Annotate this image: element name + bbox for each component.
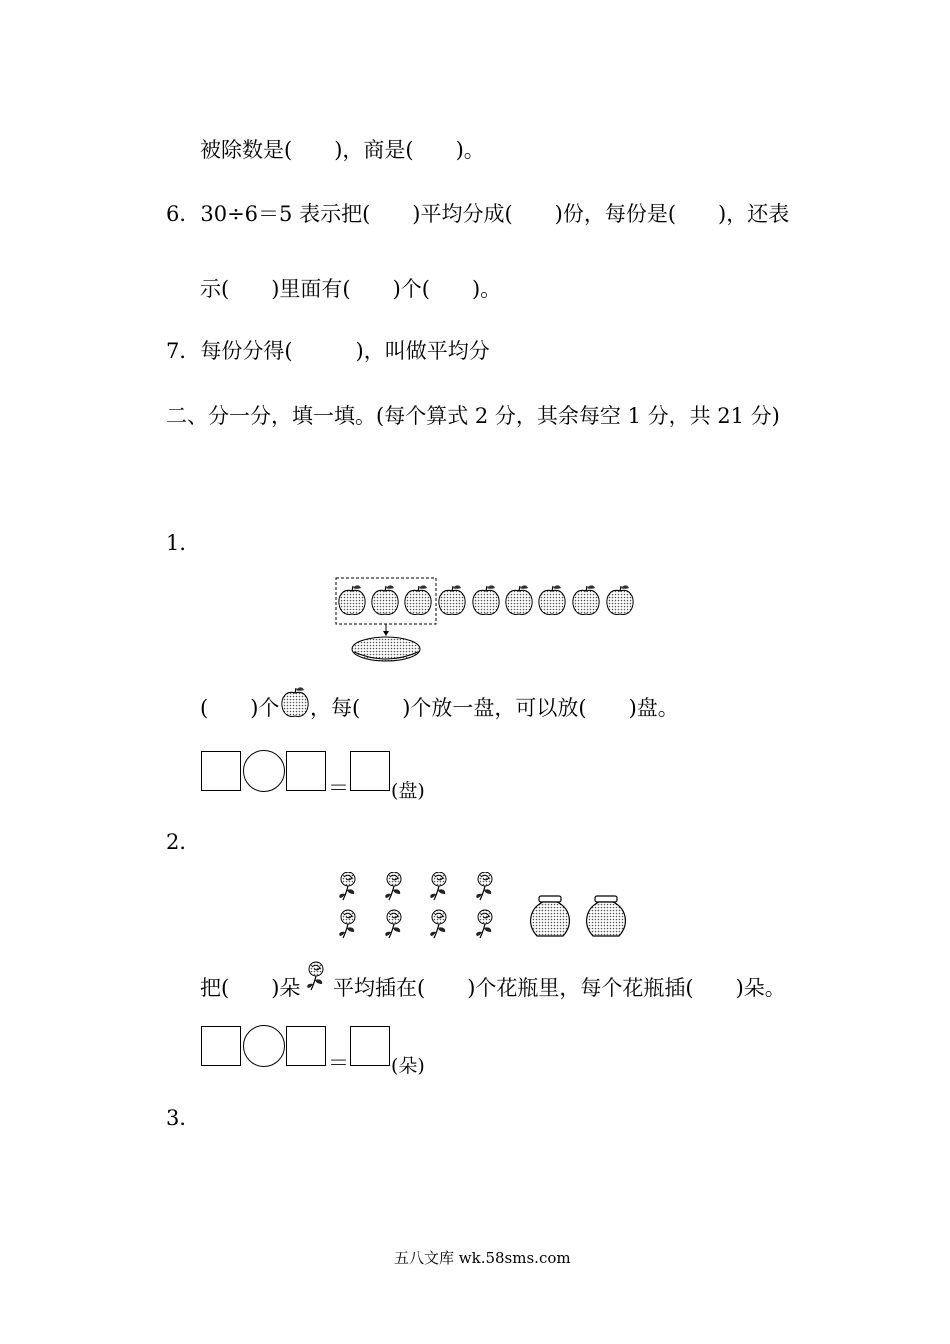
page-footer: 五八文库 wk.58sms.com — [394, 1249, 571, 1267]
section-2-heading: 二、分一分，填一填。(每个算式 2 分，其余每空 1 分，共 21 分) — [166, 404, 780, 428]
operator-circle-1[interactable] — [243, 750, 285, 792]
answer-box-5[interactable] — [286, 1026, 326, 1066]
unit-label-plates: (盘) — [391, 780, 425, 802]
answer-box-1[interactable] — [201, 751, 241, 791]
equals-sign-1: ＝ — [328, 776, 349, 800]
question-1-text-part-b: ，每( )个放一盘，可以放( )盘。 — [310, 696, 679, 720]
question-3-number: 3． — [166, 1106, 201, 1130]
operator-circle-2[interactable] — [243, 1025, 285, 1067]
answer-box-2[interactable] — [286, 751, 326, 791]
text-line-dividend: 被除数是( )，商是( )。 — [200, 138, 485, 162]
answer-box-4[interactable] — [201, 1026, 241, 1066]
question-6-line1: 6．30÷6＝5 表示把( )平均分成( )份，每份是( )，还表 — [166, 202, 790, 226]
question-6-line2: 示( )里面有( )个( )。 — [200, 277, 502, 301]
question-7: 7．每份分得( )，叫做平均分 — [166, 339, 490, 363]
unit-label-flowers: (朵) — [391, 1055, 425, 1077]
question-1-text-part-a: ( )个 — [200, 696, 280, 720]
answer-box-3[interactable] — [350, 751, 390, 791]
flowers-vases-illustration — [330, 872, 640, 952]
flower-icon — [304, 960, 330, 1000]
question-2-text-part-a: 把( )朵 — [200, 976, 301, 1000]
answer-box-6[interactable] — [350, 1026, 390, 1066]
question-1-number: 1． — [166, 531, 201, 555]
apples-plate-illustration — [330, 572, 640, 668]
equals-sign-2: ＝ — [328, 1051, 349, 1075]
question-2-number: 2． — [166, 830, 201, 854]
question-2-text-part-b: 平均插在( )个花瓶里，每个花瓶插( )朵。 — [333, 976, 786, 1000]
apple-icon — [279, 686, 311, 718]
